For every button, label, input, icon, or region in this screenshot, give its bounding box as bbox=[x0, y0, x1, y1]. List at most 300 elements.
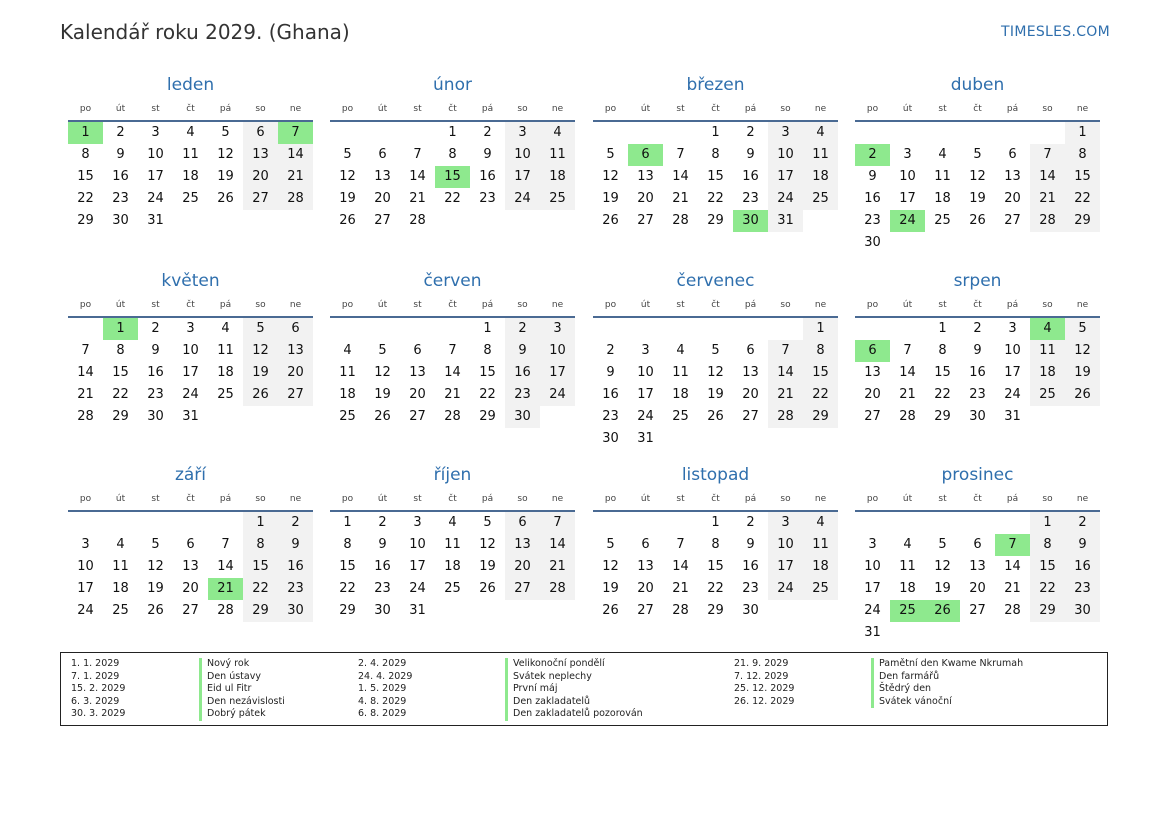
day-cell: 8 bbox=[116, 343, 125, 358]
weekday-label: pá bbox=[1006, 300, 1019, 310]
day-cell: 23 bbox=[112, 191, 129, 206]
day-cell: 23 bbox=[147, 387, 164, 402]
weekday-label: so bbox=[517, 104, 528, 114]
day-cell: 29 bbox=[243, 600, 278, 622]
day-grid bbox=[68, 512, 313, 622]
empty-cell bbox=[400, 122, 435, 144]
month-name: březen bbox=[686, 75, 745, 95]
day-cell: 2 bbox=[973, 321, 982, 336]
day-cell: 23 bbox=[602, 409, 619, 424]
day-cell: 28 bbox=[217, 603, 234, 618]
day-cell: 19 bbox=[934, 581, 951, 596]
weekday-label: po bbox=[866, 494, 879, 504]
month-name: květen bbox=[161, 271, 220, 291]
day-cell: 20 bbox=[374, 191, 391, 206]
day-cell: 29 bbox=[1030, 600, 1065, 622]
month-name: duben bbox=[950, 75, 1005, 95]
day-cell: 21 bbox=[278, 166, 313, 188]
day-cell: 26 bbox=[969, 213, 986, 228]
month-name: leden bbox=[166, 75, 215, 95]
day-cell: 3 bbox=[151, 125, 160, 140]
empty-cell bbox=[173, 512, 208, 534]
empty-cell bbox=[330, 318, 365, 340]
day-cell: 18 bbox=[540, 166, 575, 188]
day-cell: 5 bbox=[1065, 318, 1100, 340]
weekday-label: čt bbox=[973, 104, 982, 114]
day-cell: 19 bbox=[479, 559, 496, 574]
day-cell: 22 bbox=[707, 191, 724, 206]
empty-cell bbox=[330, 122, 365, 144]
day-cell: 2 bbox=[278, 512, 313, 534]
day-cell: 14 bbox=[899, 365, 916, 380]
day-cell: 7 bbox=[1030, 144, 1065, 166]
day-cell: 26 bbox=[479, 581, 496, 596]
day-cell: 18 bbox=[182, 169, 199, 184]
day-cell: 8 bbox=[81, 147, 90, 162]
day-cell: 14 bbox=[278, 144, 313, 166]
day-cell: 8 bbox=[938, 343, 947, 358]
day-cell: 3 bbox=[186, 321, 195, 336]
day-cell: 4 bbox=[186, 125, 195, 140]
day-cell: 5 bbox=[151, 537, 160, 552]
day-cell: 11 bbox=[444, 537, 461, 552]
day-cell: 4 bbox=[676, 343, 685, 358]
day-cell: 1 bbox=[711, 515, 720, 530]
day-grid bbox=[855, 318, 1100, 428]
day-cell: 23 bbox=[1065, 578, 1100, 600]
day-cell: 14 bbox=[672, 559, 689, 574]
day-cell: 24 bbox=[768, 188, 803, 210]
day-cell: 12 bbox=[602, 169, 619, 184]
day-cell: 14 bbox=[1030, 166, 1065, 188]
day-cell: 6 bbox=[278, 318, 313, 340]
holiday-names-column bbox=[871, 658, 1023, 708]
day-cell: 25 bbox=[934, 213, 951, 228]
weekday-label: čt bbox=[711, 300, 720, 310]
day-cell: 10 bbox=[864, 559, 881, 574]
day-cell: 17 bbox=[864, 581, 881, 596]
day-cell: 9 bbox=[746, 537, 755, 552]
day-cell: 3 bbox=[540, 318, 575, 340]
day-cell: 27 bbox=[409, 409, 426, 424]
holiday-name: Velikonoční pondělí bbox=[513, 658, 605, 669]
day-cell: 17 bbox=[409, 559, 426, 574]
day-cell: 20 bbox=[637, 191, 654, 206]
weekday-label: pá bbox=[481, 300, 494, 310]
day-cell: 14 bbox=[217, 559, 234, 574]
day-cell: 31 bbox=[182, 409, 199, 424]
day-cell: 1 bbox=[1030, 512, 1065, 534]
holiday-names-column bbox=[505, 658, 643, 721]
day-cell: 16 bbox=[479, 169, 496, 184]
day-cell: 26 bbox=[707, 409, 724, 424]
day-cell: 26 bbox=[374, 409, 391, 424]
day-cell: 14 bbox=[540, 534, 575, 556]
day-cell: 4 bbox=[803, 512, 838, 534]
day-cell: 5 bbox=[483, 515, 492, 530]
day-cell: 15 bbox=[803, 362, 838, 384]
weekday-label: ne bbox=[1076, 104, 1089, 114]
day-cell: 10 bbox=[182, 343, 199, 358]
day-cell: 27 bbox=[637, 603, 654, 618]
day-cell: 31 bbox=[864, 625, 881, 640]
day-cell: 13 bbox=[505, 534, 540, 556]
day-cell: 2 bbox=[505, 318, 540, 340]
empty-cell bbox=[995, 122, 1030, 144]
day-cell: 6 bbox=[855, 340, 890, 362]
day-cell: 27 bbox=[182, 603, 199, 618]
empty-cell bbox=[365, 122, 400, 144]
day-cell: 27 bbox=[742, 409, 759, 424]
empty-cell bbox=[365, 318, 400, 340]
day-cell: 30 bbox=[742, 603, 759, 618]
day-cell: 17 bbox=[1004, 365, 1021, 380]
day-cell: 25 bbox=[217, 387, 234, 402]
holiday-date: 6. 3. 2029 bbox=[71, 695, 120, 707]
weekday-label: pá bbox=[744, 494, 757, 504]
day-cell: 18 bbox=[803, 166, 838, 188]
month-10 bbox=[593, 462, 838, 622]
weekday-label: čt bbox=[186, 494, 195, 504]
month-name: červen bbox=[423, 271, 482, 291]
day-cell: 15 bbox=[479, 365, 496, 380]
day-cell: 16 bbox=[969, 365, 986, 380]
day-grid bbox=[68, 318, 313, 428]
weekday-label: st bbox=[151, 494, 160, 504]
day-cell: 10 bbox=[637, 365, 654, 380]
holiday-date: 7. 12. 2029 bbox=[734, 670, 789, 682]
weekday-label: ne bbox=[814, 494, 827, 504]
day-cell: 8 bbox=[711, 147, 720, 162]
day-cell: 5 bbox=[221, 125, 230, 140]
day-cell: 15 bbox=[243, 556, 278, 578]
day-cell: 19 bbox=[339, 191, 356, 206]
day-cell: 4 bbox=[448, 515, 457, 530]
weekday-label: ne bbox=[814, 104, 827, 114]
day-cell: 25 bbox=[112, 603, 129, 618]
weekday-label: st bbox=[413, 104, 422, 114]
weekday-label: po bbox=[604, 104, 617, 114]
day-cell: 1 bbox=[938, 321, 947, 336]
empty-cell bbox=[855, 318, 890, 340]
day-cell: 21 bbox=[1004, 581, 1021, 596]
month-name: říjen bbox=[433, 465, 472, 485]
day-cell: 12 bbox=[707, 365, 724, 380]
day-cell: 5 bbox=[938, 537, 947, 552]
day-cell: 30 bbox=[602, 431, 619, 446]
day-cell: 19 bbox=[1065, 362, 1100, 384]
holiday-name: Štědrý den bbox=[879, 683, 932, 694]
day-cell: 1 bbox=[1065, 122, 1100, 144]
weekday-label: so bbox=[517, 300, 528, 310]
day-cell: 8 bbox=[483, 343, 492, 358]
weekday-label: so bbox=[1042, 104, 1053, 114]
month-7 bbox=[855, 268, 1100, 428]
weekday-label: ne bbox=[551, 104, 564, 114]
day-cell: 29 bbox=[803, 406, 838, 428]
day-cell: 7 bbox=[676, 147, 685, 162]
day-cell: 11 bbox=[934, 169, 951, 184]
day-cell: 25 bbox=[803, 578, 838, 600]
day-cell: 30 bbox=[505, 406, 540, 428]
weekday-label: so bbox=[255, 300, 266, 310]
day-cell: 5 bbox=[606, 537, 615, 552]
day-cell: 26 bbox=[339, 213, 356, 228]
month-name: červenec bbox=[676, 271, 755, 291]
day-cell: 31 bbox=[409, 603, 426, 618]
weekday-label: ne bbox=[814, 300, 827, 310]
month-name: srpen bbox=[953, 271, 1002, 291]
day-cell: 25 bbox=[672, 409, 689, 424]
day-cell: 27 bbox=[1004, 213, 1021, 228]
holiday-date: 4. 8. 2029 bbox=[358, 695, 407, 707]
day-cell: 28 bbox=[672, 603, 689, 618]
day-cell: 16 bbox=[602, 387, 619, 402]
weekday-label: so bbox=[1042, 494, 1053, 504]
day-cell: 24 bbox=[182, 387, 199, 402]
day-cell: 30 bbox=[864, 235, 881, 250]
day-cell: 11 bbox=[803, 144, 838, 166]
day-cell: 28 bbox=[409, 213, 426, 228]
day-cell: 9 bbox=[868, 169, 877, 184]
holiday-name: Svátek vánoční bbox=[879, 695, 952, 707]
day-cell: 13 bbox=[374, 169, 391, 184]
weekday-label: po bbox=[866, 104, 879, 114]
day-cell: 8 bbox=[1030, 534, 1065, 556]
weekday-label: ne bbox=[289, 300, 302, 310]
day-cell: 7 bbox=[676, 537, 685, 552]
weekday-label: út bbox=[115, 494, 126, 504]
empty-cell bbox=[68, 318, 103, 340]
holiday-date: 1. 5. 2029 bbox=[358, 683, 407, 694]
day-cell: 7 bbox=[995, 534, 1030, 556]
day-cell: 11 bbox=[182, 147, 199, 162]
day-cell: 3 bbox=[1008, 321, 1017, 336]
day-cell: 11 bbox=[217, 343, 234, 358]
day-cell: 20 bbox=[864, 387, 881, 402]
day-cell: 3 bbox=[903, 147, 912, 162]
weekday-label: pá bbox=[1006, 104, 1019, 114]
day-cell: 21 bbox=[409, 191, 426, 206]
empty-cell bbox=[890, 512, 925, 534]
day-grid bbox=[855, 122, 1100, 254]
empty-cell bbox=[925, 512, 960, 534]
day-cell: 29 bbox=[1065, 210, 1100, 232]
day-cell: 12 bbox=[243, 340, 278, 362]
day-cell: 14 bbox=[672, 169, 689, 184]
day-cell: 5 bbox=[711, 343, 720, 358]
weekday-header bbox=[330, 294, 575, 318]
day-cell: 3 bbox=[868, 537, 877, 552]
day-cell: 1 bbox=[243, 512, 278, 534]
day-cell: 10 bbox=[147, 147, 164, 162]
day-cell: 17 bbox=[768, 556, 803, 578]
day-cell: 23 bbox=[278, 578, 313, 600]
weekday-label: pá bbox=[481, 494, 494, 504]
day-cell: 4 bbox=[221, 321, 230, 336]
weekday-label: pá bbox=[1006, 494, 1019, 504]
holiday-date: 15. 2. 2029 bbox=[71, 683, 126, 694]
day-cell: 26 bbox=[217, 191, 234, 206]
day-cell: 31 bbox=[768, 210, 803, 232]
day-cell: 6 bbox=[378, 147, 387, 162]
day-cell: 18 bbox=[672, 387, 689, 402]
day-cell: 21 bbox=[208, 578, 243, 600]
day-cell: 25 bbox=[339, 409, 356, 424]
day-cell: 29 bbox=[934, 409, 951, 424]
weekday-label: út bbox=[640, 300, 651, 310]
weekday-label: po bbox=[866, 300, 879, 310]
weekday-label: út bbox=[115, 104, 126, 114]
day-cell: 29 bbox=[707, 213, 724, 228]
holiday-date: 24. 4. 2029 bbox=[358, 670, 413, 682]
day-cell: 26 bbox=[243, 384, 278, 406]
day-grid bbox=[330, 318, 575, 428]
day-cell: 1 bbox=[483, 321, 492, 336]
day-cell: 31 bbox=[1004, 409, 1021, 424]
day-cell: 1 bbox=[448, 125, 457, 140]
empty-cell bbox=[663, 122, 698, 144]
day-cell: 11 bbox=[672, 365, 689, 380]
day-cell: 6 bbox=[505, 512, 540, 534]
day-cell: 15 bbox=[707, 559, 724, 574]
day-cell: 16 bbox=[147, 365, 164, 380]
month-name: únor bbox=[433, 75, 472, 95]
day-cell: 21 bbox=[672, 581, 689, 596]
holiday-legend bbox=[60, 652, 1108, 726]
day-cell: 27 bbox=[505, 578, 540, 600]
weekday-label: po bbox=[79, 300, 92, 310]
day-cell: 18 bbox=[899, 581, 916, 596]
day-cell: 4 bbox=[938, 147, 947, 162]
weekday-label: so bbox=[780, 494, 791, 504]
day-cell: 4 bbox=[1030, 318, 1065, 340]
day-cell: 17 bbox=[77, 581, 94, 596]
day-cell: 21 bbox=[899, 387, 916, 402]
weekday-label: st bbox=[676, 494, 685, 504]
day-cell: 28 bbox=[444, 409, 461, 424]
day-cell: 9 bbox=[378, 537, 387, 552]
day-cell: 13 bbox=[637, 559, 654, 574]
empty-cell bbox=[855, 122, 890, 144]
day-cell: 21 bbox=[540, 556, 575, 578]
day-cell: 2 bbox=[378, 515, 387, 530]
empty-cell bbox=[593, 122, 628, 144]
day-cell: 25 bbox=[540, 188, 575, 210]
month-name: listopad bbox=[681, 465, 750, 485]
day-cell: 23 bbox=[505, 384, 540, 406]
weekday-label: út bbox=[902, 494, 913, 504]
day-cell: 27 bbox=[969, 603, 986, 618]
day-cell: 19 bbox=[602, 581, 619, 596]
day-cell: 6 bbox=[746, 343, 755, 358]
day-cell: 16 bbox=[864, 191, 881, 206]
weekday-header bbox=[593, 98, 838, 122]
day-cell: 2 bbox=[606, 343, 615, 358]
weekday-label: čt bbox=[711, 494, 720, 504]
month-name: prosinec bbox=[941, 465, 1014, 485]
day-cell: 12 bbox=[147, 559, 164, 574]
holiday-date: 21. 9. 2029 bbox=[734, 658, 789, 669]
day-cell: 5 bbox=[973, 147, 982, 162]
weekday-label: pá bbox=[219, 104, 232, 114]
weekday-label: čt bbox=[448, 494, 457, 504]
day-cell: 11 bbox=[899, 559, 916, 574]
day-cell: 9 bbox=[151, 343, 160, 358]
day-cell: 2 bbox=[151, 321, 160, 336]
weekday-label: po bbox=[604, 494, 617, 504]
holiday-date: 26. 12. 2029 bbox=[734, 695, 795, 707]
day-cell: 20 bbox=[243, 166, 278, 188]
day-cell: 24 bbox=[1004, 387, 1021, 402]
day-cell: 6 bbox=[413, 343, 422, 358]
day-cell: 23 bbox=[969, 387, 986, 402]
day-cell: 13 bbox=[278, 340, 313, 362]
day-cell: 12 bbox=[374, 365, 391, 380]
day-cell: 9 bbox=[483, 147, 492, 162]
day-cell: 22 bbox=[77, 191, 94, 206]
day-cell: 17 bbox=[899, 191, 916, 206]
day-cell: 7 bbox=[278, 122, 313, 144]
day-cell: 3 bbox=[641, 343, 650, 358]
holiday-name: Den zakladatelů bbox=[513, 695, 591, 707]
day-cell: 26 bbox=[1065, 384, 1100, 406]
day-cell: 16 bbox=[278, 556, 313, 578]
day-cell: 8 bbox=[343, 537, 352, 552]
day-cell: 10 bbox=[899, 169, 916, 184]
day-cell: 22 bbox=[1065, 188, 1100, 210]
day-cell: 3 bbox=[413, 515, 422, 530]
empty-cell bbox=[855, 512, 890, 534]
weekday-label: ne bbox=[1076, 494, 1089, 504]
day-cell: 13 bbox=[409, 365, 426, 380]
day-cell: 1 bbox=[711, 125, 720, 140]
day-cell: 11 bbox=[803, 534, 838, 556]
weekday-label: út bbox=[902, 300, 913, 310]
month-4 bbox=[68, 268, 313, 428]
day-cell: 20 bbox=[409, 387, 426, 402]
weekday-label: st bbox=[151, 104, 160, 114]
day-cell: 27 bbox=[864, 409, 881, 424]
weekday-label: so bbox=[255, 494, 266, 504]
empty-cell bbox=[593, 318, 628, 340]
day-cell: 15 bbox=[707, 169, 724, 184]
day-cell: 6 bbox=[1008, 147, 1017, 162]
day-cell: 30 bbox=[733, 210, 768, 232]
day-cell: 19 bbox=[147, 581, 164, 596]
day-cell: 23 bbox=[864, 213, 881, 228]
day-cell: 15 bbox=[339, 559, 356, 574]
weekday-label: čt bbox=[186, 300, 195, 310]
day-cell: 30 bbox=[969, 409, 986, 424]
day-cell: 10 bbox=[505, 144, 540, 166]
month-3 bbox=[855, 72, 1100, 254]
weekday-label: po bbox=[79, 104, 92, 114]
month-1 bbox=[330, 72, 575, 232]
day-cell: 4 bbox=[803, 122, 838, 144]
day-cell: 28 bbox=[278, 188, 313, 210]
day-cell: 7 bbox=[448, 343, 457, 358]
day-cell: 10 bbox=[540, 340, 575, 362]
weekday-label: pá bbox=[744, 104, 757, 114]
day-cell: 21 bbox=[768, 384, 803, 406]
day-cell: 20 bbox=[278, 362, 313, 384]
day-cell: 7 bbox=[221, 537, 230, 552]
day-cell: 4 bbox=[540, 122, 575, 144]
holiday-date: 2. 4. 2029 bbox=[358, 658, 407, 669]
brand-link[interactable]: TIMESLES.COM bbox=[1001, 24, 1110, 40]
day-cell: 4 bbox=[116, 537, 125, 552]
